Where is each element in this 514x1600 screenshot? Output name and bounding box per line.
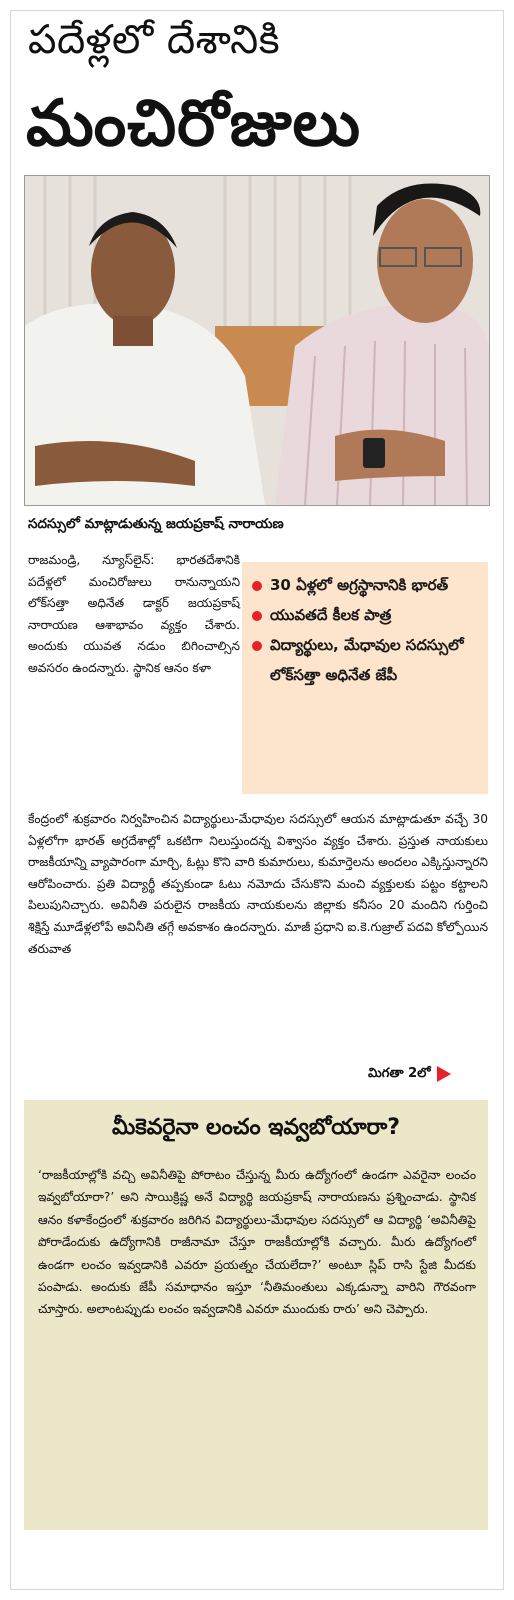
bullet-icon <box>252 611 262 621</box>
photo-caption: సదస్సులో మాట్లాడుతున్న జయప్రకాష్ నారాయణ <box>28 516 284 532</box>
news-photo <box>24 175 490 506</box>
sidebar-story-title: మీకెవరైనా లంచం ఇవ్వబోయారా? <box>112 1115 400 1140</box>
arrow-right-icon <box>437 1066 451 1082</box>
article-body <box>28 809 488 960</box>
sidebar-story <box>24 1100 488 1530</box>
headline-line-1: పదేళ్లలో దేశానికి <box>28 17 281 63</box>
highlight-text: యువతదే కీలక పాత్ర <box>270 606 392 624</box>
continued-label: మిగతా 2లో <box>368 1066 431 1081</box>
sidebar-story-body <box>38 1164 476 1321</box>
bullet-icon <box>252 581 262 591</box>
sidebar-story-paragraph: ‘రాజకీయాల్లోకి వచ్చి అవినీతిపై పోరాటం చేస్తున్న మీరు ఉద్యోగంలో ఉండగా ఎవరైనా లంచం ఇవ్వబోయారా?’ అని సాయిక్రిష్ణ అనే విద్యార్థి జయప్రకాష్ నారాయణను ప్రశ్నించాడు. స్థానిక ఆనం కళాకేంద్రంలో శుక్రవారం జరిగిన విద్యార్థులు-మేధావుల సదస్సులో ఆ విద్యార్థి ‘అవినీతిపై పోరాడేందుకు ఉద్యోగానికి రాజీనామా చేస్తూ రాజకీయాల్లోకి వచ్చారు. మీరు ఉద్యోగంలో ఉండగా లంచం ఇవ్వడానికి ఎవరూ ప్రయత్నం చేయలేదా?’ అంటూ స్లిప్ రాసి స్టేజి మీదకు పంపాడు. అందుకు జేపీ సమాధానం ఇస్తూ ‘నీతిమంతులు ఎక్కడున్నా వారిని గౌరవంగా చూస్తారు. అలాంటప్పుడు లంచం ఇవ్వడానికి ఎవరూ ముందుకు రారు’ అని చెప్పారు. <box>38 1168 476 1317</box>
article-paragraph-start: భారతదేశానికి పదేళ్లలో మంచిరోజులు రానున్నాయని లోక్‌సత్తా అధినేత డాక్టర్ జయప్రకాష్ నారాయణ ఆశాభావం వ్యక్తం చేశారు. అందుకు యువత నడుం బిగించాల్సిన అవసరం ఉందన్నారు. స్థానిక ఆనం కళా <box>28 553 241 675</box>
highlight-text: విద్యార్థులు, మేధావుల సదస్సులో లోక్‌సత్తా అధినేత జేపీ <box>270 636 464 684</box>
headline-line-2: మంచిరోజులు <box>26 87 362 161</box>
bullet-icon <box>252 641 262 651</box>
highlight-item <box>242 630 488 690</box>
continued-link[interactable] <box>368 1063 451 1085</box>
highlight-text: 30 ఏళ్లలో అగ్రస్థానానికి భారత్ <box>270 576 449 594</box>
highlight-item <box>242 600 488 630</box>
article-dateline: రాజమండ్రి, న్యూస్‌లైన్: <box>28 553 155 567</box>
highlight-item <box>242 570 488 600</box>
article-column <box>28 550 240 680</box>
photo-illustration <box>25 176 489 505</box>
article-paragraph-continued: కేంద్రంలో శుక్రవారం నిర్వహించిన విద్యార్థులు-మేధావుల సదస్సులో ఆయన మాట్లాడుతూ వచ్చే 30 ఏళ్లలోగా భారత్ అగ్రదేశాల్లో ఒకటిగా నిలుస్తుందన్న విశ్వాసం వ్యక్తం చేశారు. ప్రస్తుత నాయకులు రాజకీయాన్ని వ్యాపారంగా మార్చి, ఓట్లు కొని వారి కుమారులు, కుమార్తెలను అందలం ఎక్కిస్తున్నారని ఆరోపించారు. ప్రతి విద్యార్థీ తప్పకుండా ఓటు నమోదు చేసుకొని మంచి వ్యక్తులకు పట్టం కట్టాలని పిలుపునిచ్చారు. అవినీతి పరులైన రాజకీయ నాయకులను జిల్లాకు కనీసం 20 మందిని గుర్తించి శిక్షిస్తే మూడేళ్లలోపే అవినీతి తగ్గే అవకాశం ఉందన్నారు. మాజీ ప్రధాని ఐ.కె.గుజ్రాల్ పదవి కోల్పోయిన తరువాత <box>28 812 488 956</box>
highlights-box <box>242 562 488 794</box>
